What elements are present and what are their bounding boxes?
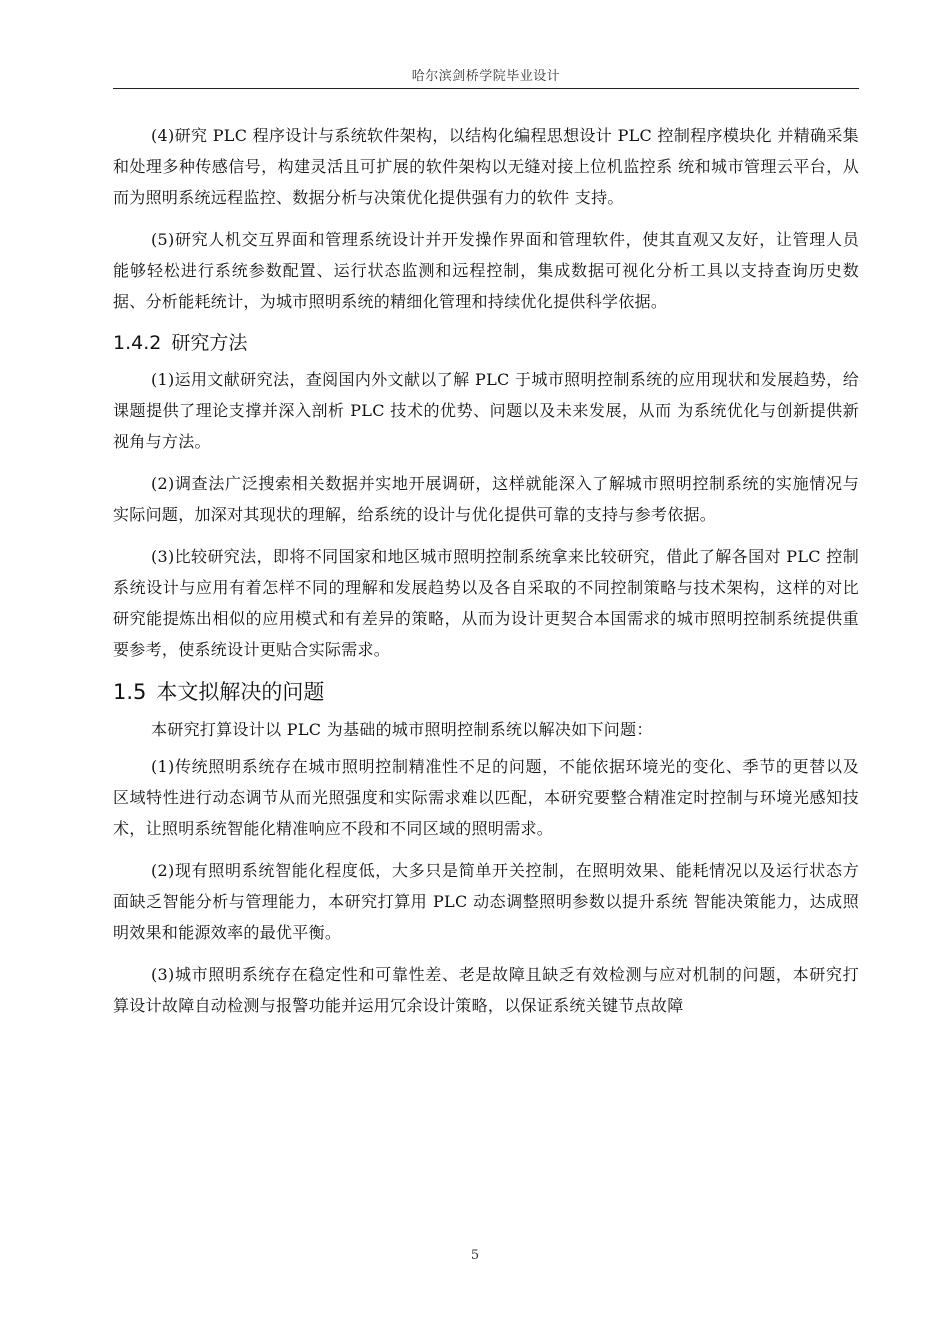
page-number: 5 (470, 1248, 480, 1263)
paragraph-problem-2: (2)现有照明系统智能化程度低，大多只是简单开关控制，在照明效果、能耗情况以及运行状态方面缺乏智能分析与管理能力，本研究打算用 PLC 动态调整照明参数以提升系统 智能决策能力，达成照明效果和能源效率的最优平衡。 (113, 861, 859, 942)
paragraph-research-4: (4)研究 PLC 程序设计与系统软件架构，以结构化编程思想设计 PLC 控制程序模块化 并精确采集和处理多种传感信号，构建灵活且可扩展的软件架构以无缝对接上位机监控系 统和城市管理云平台，从而为照明系统远程监控、数据分析与决策优化提供强有力的软件 支持。 (113, 126, 859, 207)
heading-1-5 (113, 676, 859, 708)
heading-title: 本文拟解决的问题 (156, 680, 325, 704)
heading-1-4-2 (113, 328, 859, 358)
paragraph-intro: 本研究打算设计以 PLC 为基础的城市照明控制系统以解决如下问题： (151, 720, 653, 739)
paragraph-research-5: (5)研究人机交互界面和管理系统设计并开发操作界面和管理软件，使其直观又友好，让管理人员能够轻松进行系统参数配置、运行状态监测和远程控制，集成数据可视化分析工具以支持查询历史数据、分析能耗统计，为城市照明系统的精细化管理和持续优化提供科学依据。 (113, 230, 859, 311)
page-header: 哈尔滨剑桥学院毕业设计 (411, 69, 561, 84)
heading-number: 1.4.2 (113, 332, 162, 354)
paragraph-problem-3: (3)城市照明系统存在稳定性和可靠性差、老是故障且缺乏有效检测与应对机制的问题，本研究打算设计故障自动检测与报警功能并运用冗余设计策略，以保证系统关键节点故障 (113, 965, 859, 1015)
header-divider (113, 88, 859, 89)
body-text (113, 120, 859, 1032)
paragraph-problem-1: (1)传统照明系统存在城市照明控制精准性不足的问题，不能依据环境光的变化、季节的更替以及区域特性进行动态调节从而光照强度和实际需求难以匹配，本研究要整合精准定时控制与环境光感知技术，让照明系统智能化精准响应不段和不同区域的照明需求。 (113, 757, 859, 838)
paragraph-method-3: (3)比较研究法，即将不同国家和地区城市照明控制系统拿来比较研究，借此了解各国对 PLC 控制系统设计与应用有着怎样不同的理解和发展趋势以及各自采取的不同控制策略与技术架构，这样的对比研究能提炼出相似的应用模式和有差异的策略，从而为设计更契合本国需求的城市照明控制系统提供重要参考，使系统设计更贴合实际需求。 (113, 547, 859, 659)
paragraph-method-1: (1)运用文献研究法，查阅国内外文献以了解 PLC 于城市照明控制系统的应用现状和发展趋势，给课题提供了理论支撑并深入剖析 PLC 技术的优势、问题以及未来发展，从而 为系统优化与创新提供新视角与方法。 (113, 370, 859, 451)
heading-number: 1.5 (113, 680, 147, 704)
paragraph-method-2: (2)调查法广泛搜索相关数据并实地开展调研，这样就能深入了解城市照明控制系统的实施情况与实际问题，加深对其现状的理解，给系统的设计与优化提供可靠的支持与参考依据。 (113, 474, 859, 524)
heading-title: 研究方法 (171, 332, 248, 354)
